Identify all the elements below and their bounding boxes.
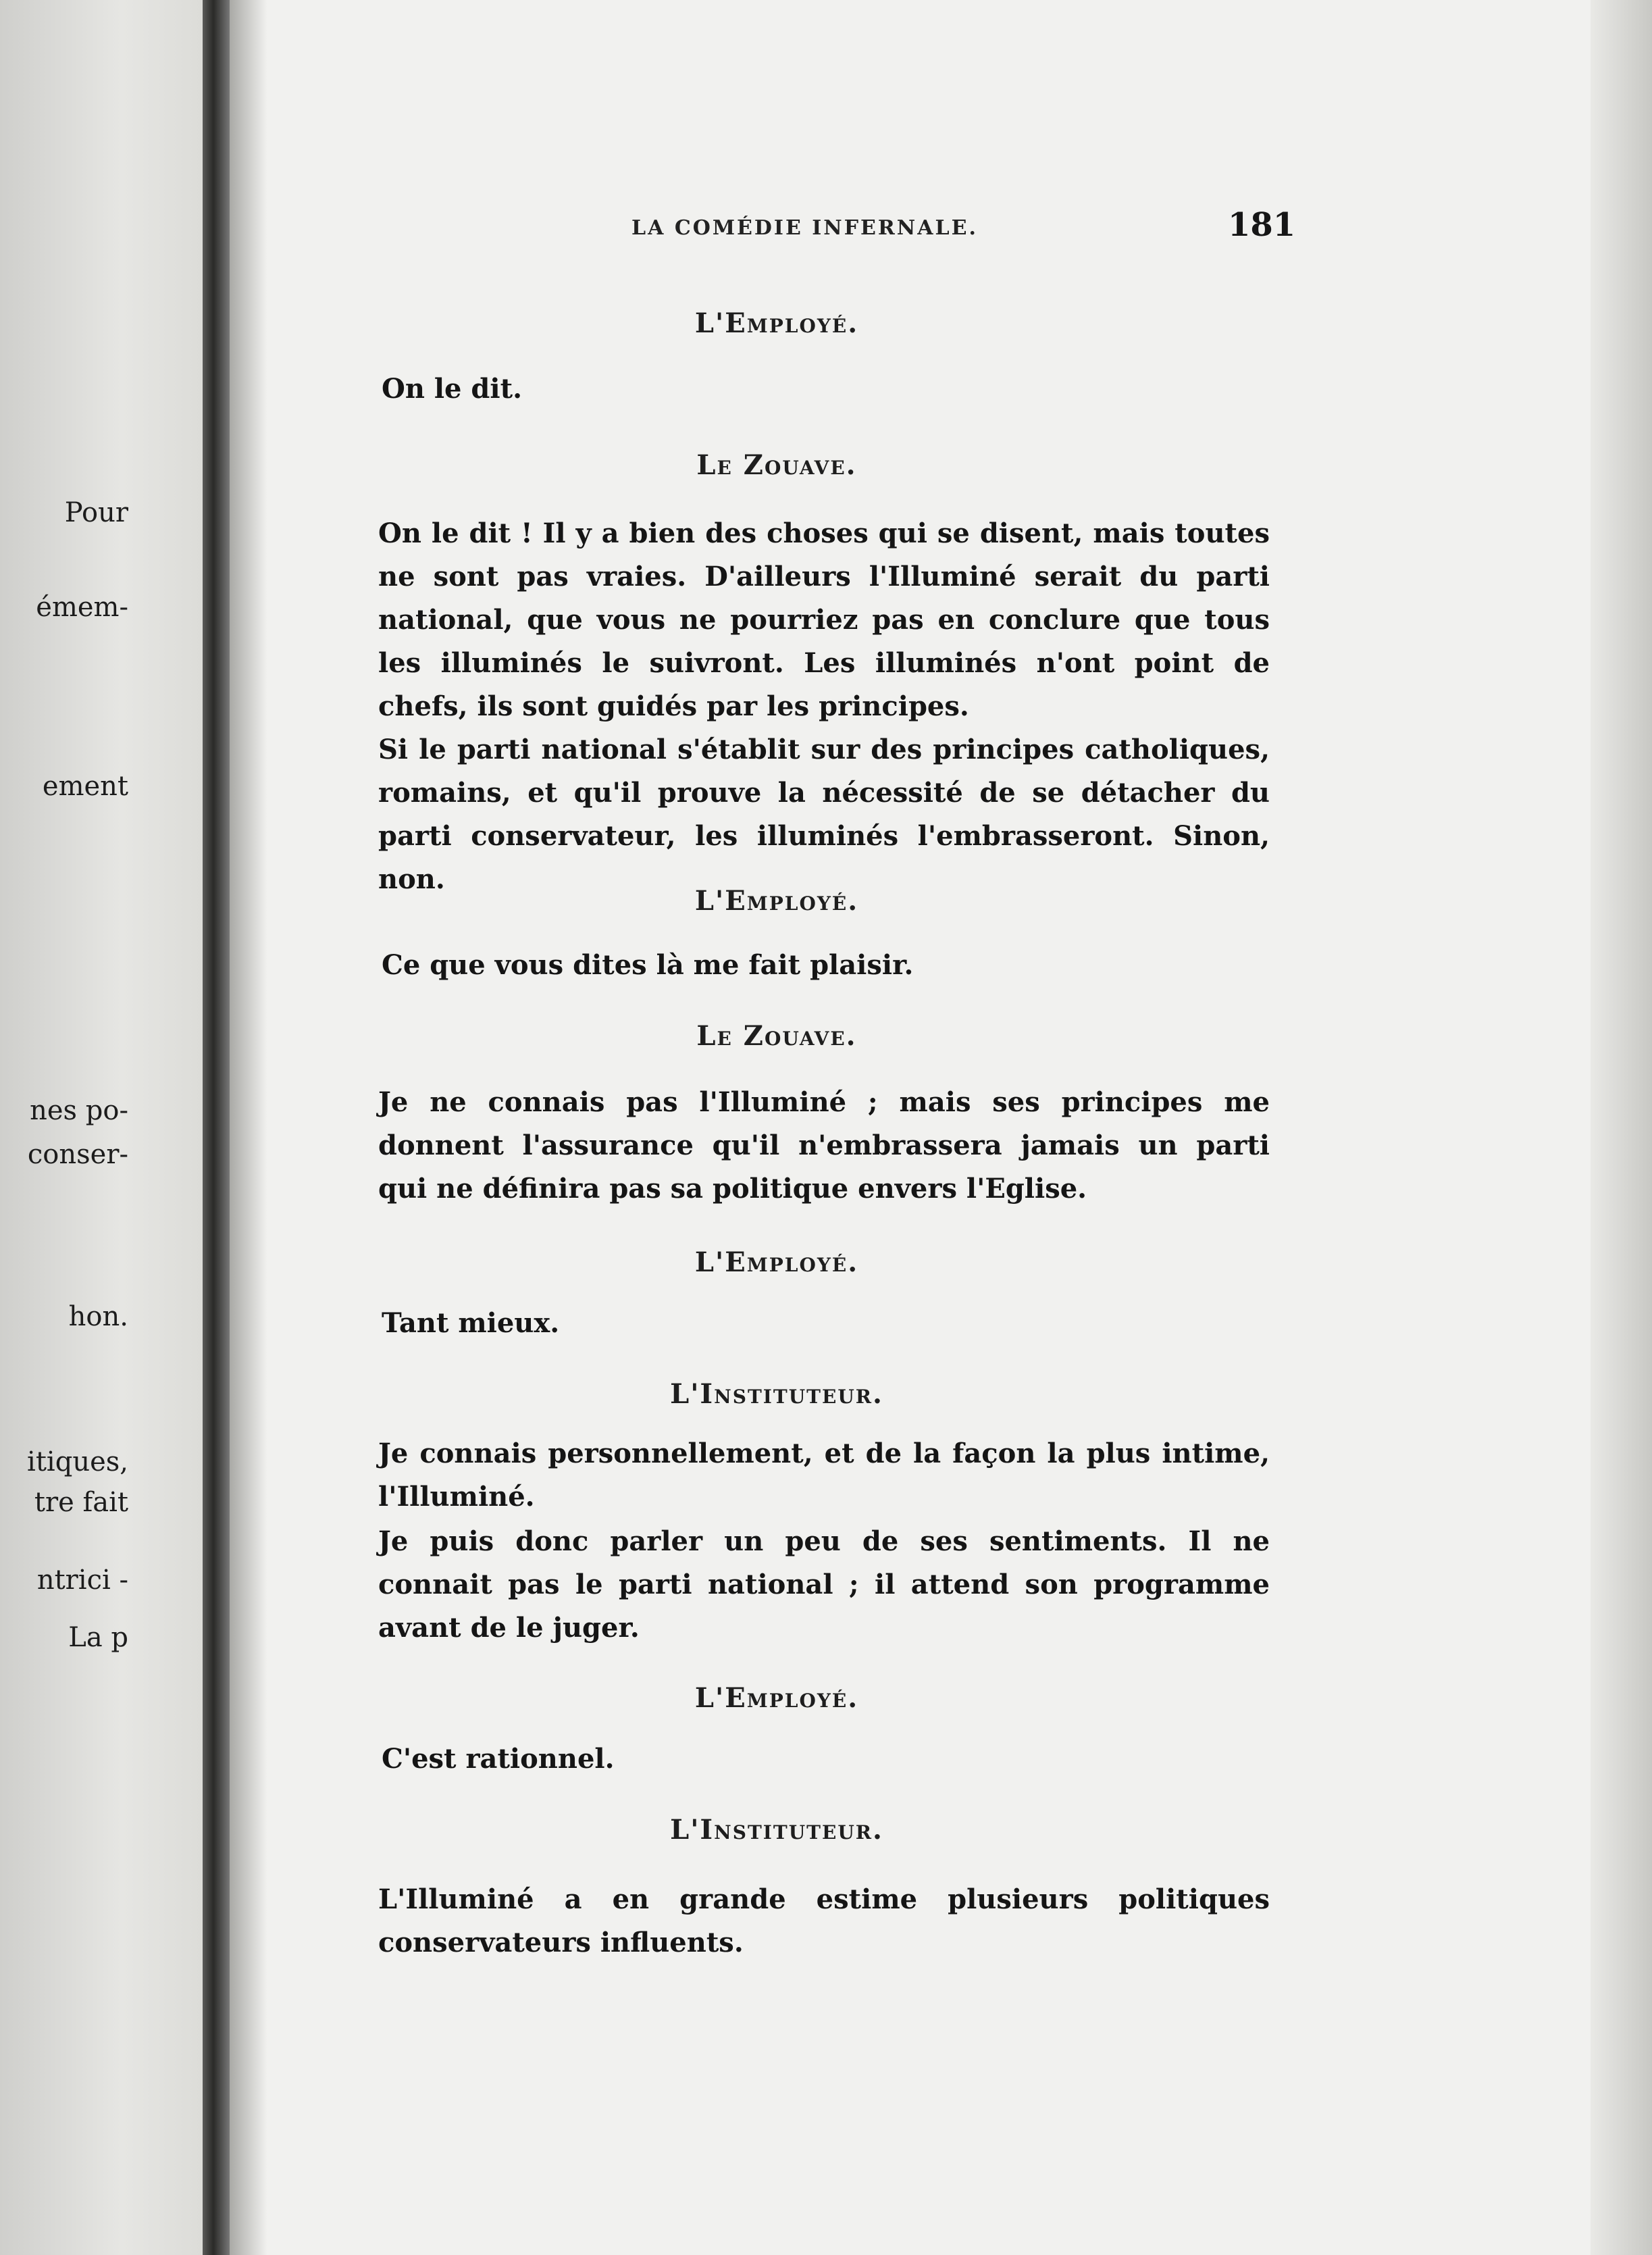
- page-edge: [1591, 0, 1652, 2255]
- facing-page-text: ntrici -: [36, 1565, 128, 1596]
- speaker-heading: L'Instituteur.: [670, 1378, 883, 1410]
- dialogue-paragraph: L'Illuminé a en grande estime plusieurs politiques conservateurs influents.: [378, 1883, 1270, 1958]
- book-gutter: [203, 0, 230, 2255]
- facing-page-fragment: [0, 0, 203, 2255]
- dialogue-paragraph: Je puis donc parler un peu de ses sentiments. Il ne connait pas le parti national ; il attend son programme avant de le juger.: [378, 1525, 1270, 1644]
- dialogue-line: Tant mieux.: [382, 1307, 560, 1339]
- dialogue-line: On le dit.: [382, 373, 522, 405]
- speaker-heading: L'Employé.: [694, 1246, 859, 1278]
- speaker-heading: L'Employé.: [694, 885, 859, 917]
- dialogue-paragraph: Je connais personnellement, et de la façon la plus intime, l'Illuminé.: [378, 1438, 1270, 1513]
- speaker-heading: L'Instituteur.: [670, 1814, 883, 1846]
- speaker-heading: Le Zouave.: [696, 1020, 857, 1052]
- facing-page-text: tre fait: [34, 1487, 128, 1518]
- page-number: 181: [1228, 206, 1296, 244]
- facing-page-text: Pour: [64, 497, 128, 528]
- facing-page-text: itiques,: [27, 1446, 128, 1477]
- facing-page-text: nes po-: [30, 1095, 128, 1126]
- dialogue-line: C'est rationnel.: [382, 1743, 615, 1775]
- speaker-heading: L'Employé.: [694, 1682, 859, 1714]
- dialogue-line: Ce que vous dites là me fait plaisir.: [382, 949, 914, 981]
- speaker-heading: Le Zouave.: [696, 449, 857, 481]
- facing-page-text: conser-: [27, 1139, 128, 1170]
- page-curve: [230, 0, 267, 2255]
- facing-page-text: La p: [68, 1622, 128, 1653]
- facing-page-text: émem-: [36, 592, 128, 623]
- running-title: LA COMÉDIE INFERNALE.: [631, 216, 978, 240]
- facing-page-text: ement: [42, 771, 128, 802]
- speaker-heading: L'Employé.: [694, 307, 859, 339]
- dialogue-paragraph: Si le parti national s'établit sur des principes catholiques, romains, et qu'il prouve la nécessité de se détacher du parti conservateur, les illuminés l'embrasseront. Sinon, non.: [378, 734, 1270, 895]
- dialogue-paragraph: On le dit ! Il y a bien des choses qui se disent, mais toutes ne sont pas vraies. D'ailleurs l'Illuminé serait du parti national, que vous ne pourriez pas en conclure que tous les illuminés le suivront. Les illuminés n'ont point de chefs, ils sont guidés par les principes.: [378, 517, 1270, 722]
- facing-page-text: hon.: [68, 1301, 128, 1332]
- dialogue-paragraph: Je ne connais pas l'Illuminé ; mais ses principes me donnent l'assurance qu'il n'embrassera jamais un parti qui ne définira pas sa politique envers l'Eglise.: [378, 1086, 1270, 1205]
